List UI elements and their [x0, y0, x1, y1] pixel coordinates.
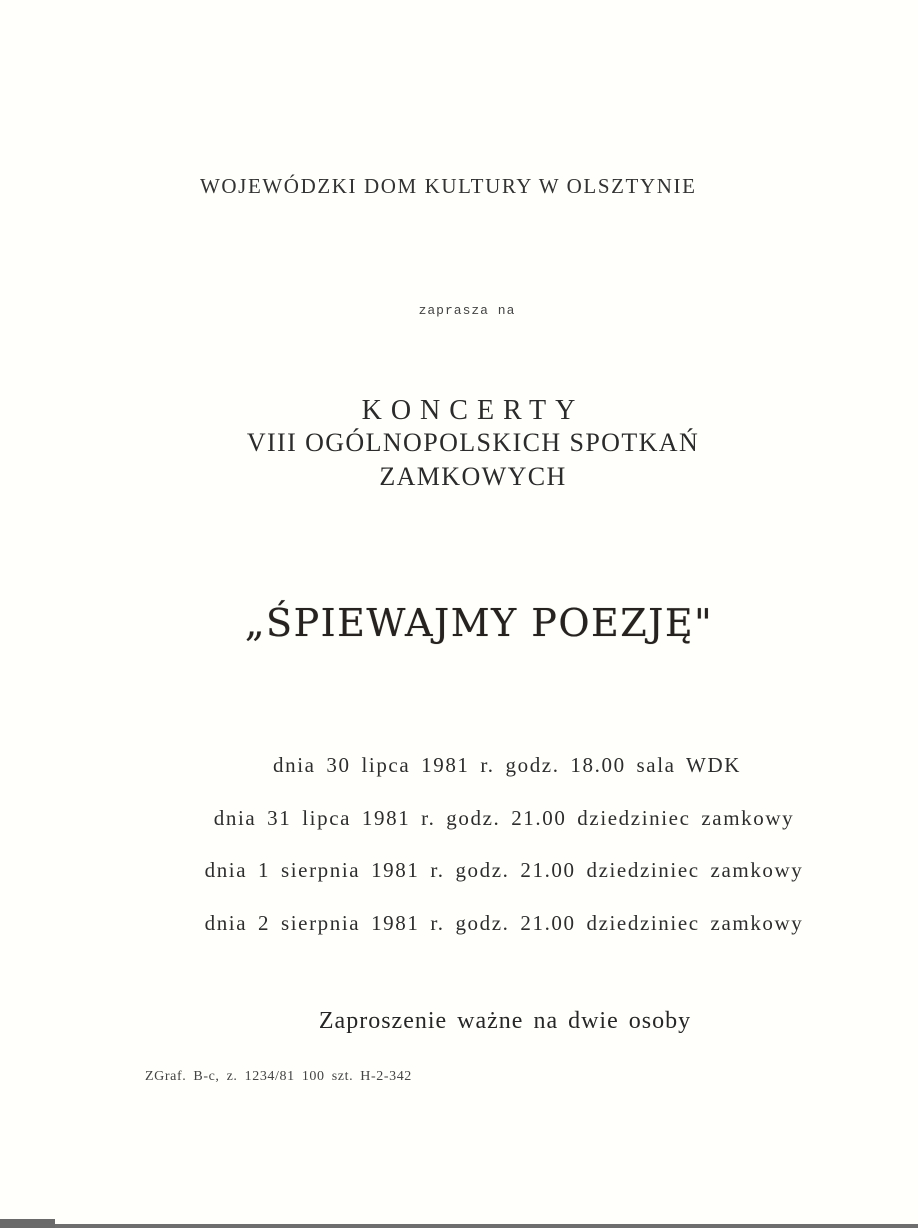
invites-text: zaprasza na — [418, 303, 516, 318]
schedule-item: dnia 31 lipca 1981 r. godz. 21.00 dziedziniec zamkowy — [213, 806, 795, 830]
festival-name-line2: ZAMKOWYCH — [379, 462, 567, 491]
validity-note: Zaproszenie ważne na dwie osoby — [318, 1008, 692, 1034]
event-title: „ŚPIEWAJMY POEZJĘ" — [244, 601, 714, 645]
printer-imprint: ZGraf. B-c, z. 1234/81 100 szt. H-2-342 — [145, 1069, 412, 1084]
scan-border — [0, 1224, 918, 1228]
concerts-heading: KONCERTY — [361, 395, 585, 426]
scan-border-corner — [0, 1219, 55, 1228]
schedule-item: dnia 30 lipca 1981 r. godz. 18.00 sala WDK — [273, 753, 741, 777]
schedule-item: dnia 1 sierpnia 1981 r. godz. 21.00 dziedziniec zamkowy — [204, 858, 804, 882]
festival-name-line1: VIII OGÓLNOPOLSKICH SPOTKAŃ — [246, 428, 700, 457]
schedule-item: dnia 2 sierpnia 1981 r. godz. 21.00 dziedziniec zamkowy — [204, 911, 804, 935]
organizer-name: WOJEWÓDZKI DOM KULTURY W OLSZTYNIE — [200, 174, 697, 198]
